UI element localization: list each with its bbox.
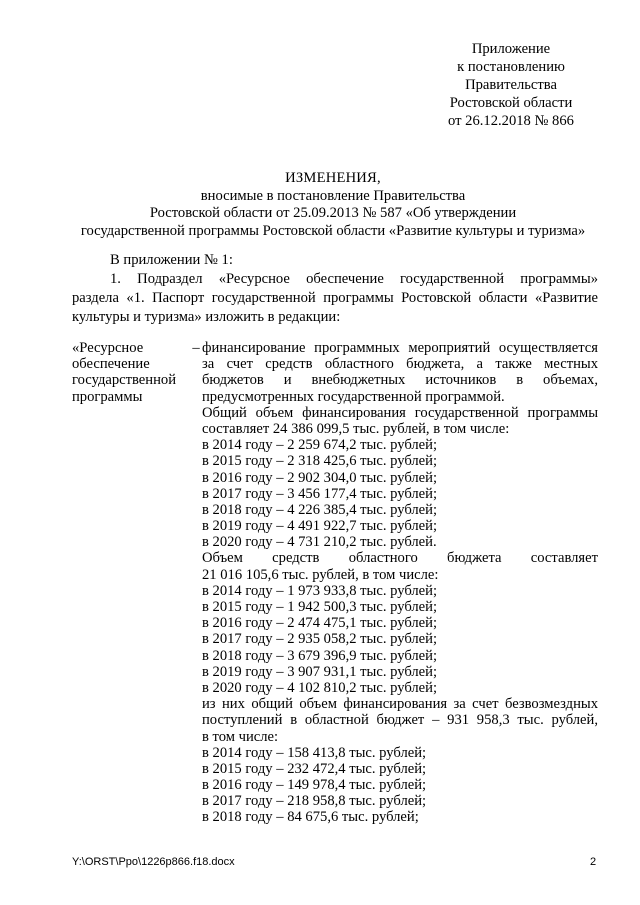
- document-title: [50, 170, 616, 240]
- passport-body-line: Объем средств областного бюджета составляет: [202, 550, 598, 567]
- passport-body-line: в 2015 году – 232 472,4 тыс. рублей;: [202, 760, 427, 777]
- title-heading: ИЗМЕНЕНИЯ,: [285, 170, 381, 186]
- passport-body-line: в 2017 году – 2 935 058,2 тыс. рублей;: [202, 631, 438, 648]
- passport-body-line: в том числе:: [202, 728, 279, 745]
- label-line: программы: [72, 388, 143, 405]
- passport-body-line: в 2016 году – 2 902 304,0 тыс. рублей;: [202, 469, 438, 486]
- item-line: раздела «1. Паспорт государственной программы Ростовской области «Развитие: [72, 290, 598, 306]
- intro-paragraph: [72, 251, 598, 327]
- item-line: 1. Подраздел «Ресурсное обеспечение государственной программы»: [110, 271, 598, 287]
- approval-line: Приложение: [471, 41, 551, 57]
- label-line: «Ресурсное: [72, 340, 144, 356]
- passport-body-line: Общий объем финансирования государственной программы: [202, 404, 598, 421]
- approval-line: к постановлению: [457, 59, 565, 75]
- label-line: государственной: [72, 372, 177, 389]
- approval-line: Правительства: [465, 77, 557, 93]
- label-line: обеспечение: [72, 356, 150, 373]
- passport-body-line: в 2017 году – 3 456 177,4 тыс. рублей;: [202, 485, 438, 502]
- passport-body-line: бюджетов и внебюджетных источников в объемах,: [202, 372, 598, 389]
- passport-body-line: финансирование программных мероприятий осуществляется: [202, 340, 598, 356]
- approval-line: от 26.12.2018 № 866: [448, 113, 574, 129]
- approval-stamp: [408, 40, 614, 130]
- passport-body-line: предусмотренных государственной программой.: [202, 388, 505, 405]
- passport-body-line: в 2016 году – 149 978,4 тыс. рублей;: [202, 777, 427, 794]
- passport-body-line: в 2018 году – 3 679 396,9 тыс. рублей;: [202, 647, 438, 664]
- passport-body-line: в 2014 году – 2 259 674,2 тыс. рублей;: [202, 437, 438, 454]
- passport-body-line: в 2018 году – 4 226 385,4 тыс. рублей;: [202, 501, 438, 518]
- title-line: вносимые в постановление Правительства: [200, 187, 466, 204]
- appendix-reference: В приложении № 1:: [110, 252, 233, 268]
- passport-body-line: в 2015 году – 1 942 500,3 тыс. рублей;: [202, 599, 438, 615]
- passport-body-line: в 2020 году – 4 102 810,2 тыс. рублей;: [202, 679, 438, 696]
- passport-body-line: поступлений в областной бюджет – 931 958,3 тыс. рублей,: [202, 712, 598, 729]
- passport-body-line: в 2017 году – 218 958,8 тыс. рублей;: [202, 793, 427, 810]
- passport-label: [72, 340, 184, 405]
- passport-body-line: в 2020 году – 4 731 210,2 тыс. рублей.: [202, 534, 437, 551]
- footer-file-path: Y:\ORST\Ppo\1226p866.f18.docx: [72, 856, 235, 868]
- passport-body-line: в 2019 году – 3 907 931,1 тыс. рублей;: [202, 663, 438, 680]
- title-line: государственной программы Ростовской области «Развитие культуры и туризма»: [80, 222, 586, 239]
- passport-body-line: в 2015 году – 2 318 425,6 тыс. рублей;: [202, 453, 438, 470]
- passport-body-line: за счет средств областного бюджета, а также местных: [202, 356, 598, 373]
- passport-body: [202, 340, 598, 826]
- passport-body-line: из них общий объем финансирования за счет безвозмездных: [202, 696, 598, 713]
- passport-body-line: в 2018 году – 84 675,6 тыс. рублей;: [202, 809, 419, 826]
- approval-line: Ростовской области: [449, 95, 573, 111]
- passport-body-line: 21 016 105,6 тыс. рублей, в том числе:: [202, 566, 439, 583]
- passport-body-line: в 2014 году – 1 973 933,8 тыс. рублей;: [202, 582, 438, 599]
- passport-body-line: в 2016 году – 2 474 475,1 тыс. рублей;: [202, 615, 438, 632]
- title-line: Ростовской области от 25.09.2013 № 587 «Об утверждении: [149, 205, 517, 221]
- passport-body-line: составляет 24 386 099,5 тыс. рублей, в том числе:: [202, 420, 510, 437]
- passport-body-line: в 2014 году – 158 413,8 тыс. рублей;: [202, 744, 427, 761]
- passport-body-line: в 2019 году – 4 491 922,7 тыс. рублей;: [202, 518, 438, 535]
- page-number: 2: [590, 856, 597, 868]
- item-line: культуры и туризма» изложить в редакции:: [72, 309, 341, 325]
- passport-dash: –: [192, 340, 200, 356]
